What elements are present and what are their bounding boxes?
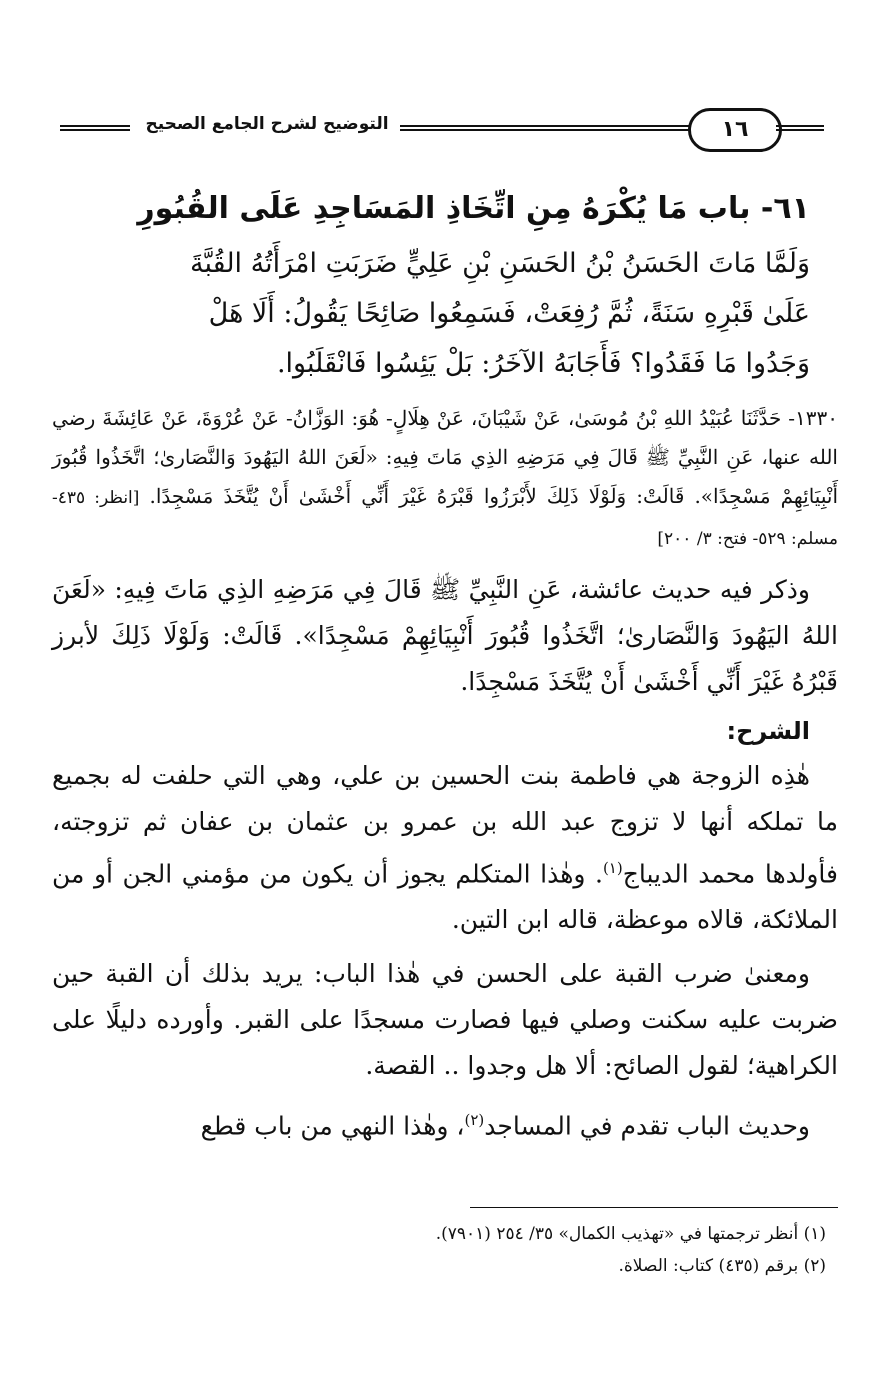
paragraph-4-text: وحديث الباب تقدم في المساجد [484, 1111, 810, 1141]
hadith-reference: [انظر: ٤٣٥- مسلم: ٥٢٩- فتح: ٣/ ٢٠٠] [52, 488, 838, 549]
paragraph-4-end: ، وهٰذا النهي من باب قطع [200, 1111, 465, 1141]
footnote-marker-2[interactable]: (٢) [464, 1111, 485, 1130]
running-header [60, 108, 790, 158]
paragraph-4 [52, 1097, 838, 1149]
sharh-heading: الشرح: [726, 717, 810, 745]
chapter-title: ٦١- باب مَا يُكْرَهُ مِنِ اتِّخَاذِ المَسَاجِدِ عَلَى القُبُورِ [137, 191, 810, 226]
paragraph-2-end: . وهٰذا المتكلم يجوز أن يكون من مؤمني الجن أو من الملائكة، قالاه موعظة، قاله ابن التين. [52, 859, 838, 935]
hadith-text [52, 399, 838, 559]
paragraph-3: ومعنىٰ ضرب القبة على الحسن في هٰذا الباب: يريد بذلك أن القبة حين ضربت عليه سكنت وصلي فيها فصارت مسجدًا على القبر. وأورده دليلًا على الكراهية؛ لقول الصائح: ألا هل وجدوا .. القصة. [52, 959, 838, 1081]
header-rule-middle [400, 125, 700, 131]
footnote-marker-1[interactable]: (١) [602, 859, 623, 877]
header-rule-right [776, 125, 824, 131]
quote-line: وَلَمَّا مَاتَ الحَسَنُ بْنُ الحَسَنِ بْنِ عَلِيٍّ ضَرَبَتِ امْرَأَتُهُ القُبَّةَ [190, 248, 810, 279]
tarjama-quote [52, 239, 838, 389]
footnote-separator [470, 1207, 838, 1208]
page-body [52, 175, 838, 1150]
paragraph-2-text: هٰذِه الزوجة هي فاطمة بنت الحسين بن علي، وهي التي حلفت له بجميع ما تملكه أنها لا تزوج عبد الله بن عمرو بن عثمان بن عفان ثم تزوجته، فأولدها محمد الديباج [52, 761, 839, 889]
quote-line: وَجَدُوا مَا فَقَدُوا؟ فَأَجَابَهُ الآخَرُ: بَلْ يَئِسُوا فَانْقَلَبُوا. [276, 348, 810, 379]
paragraph-1: وذكر فيه حديث عائشة، عَنِ النَّبِيِّ ﷺ قَالَ فِي مَرَضِهِ الذِي مَاتَ فِيهِ: «لَعَنَ اللهُ اليَهُودَ وَالنَّصَارىٰ؛ اتَّخَذُوا قُبُورَ أَنْبِيَائِهِمْ مَسْجِدًا». قَالَتْ: وَلَوْلَا ذَلِكَ لأبرز قَبْرُهُ غَيْرَ أَنِّي أَخْشَىٰ أَنْ يُتَّخَذَ مَسْجِدًا. [52, 575, 838, 696]
footnote-1: (١) أنظر ترجمتها في «تهذيب الكمال» ٣٥/ ٢٥٤ (٧٩٠١). [435, 1224, 826, 1244]
quote-line: عَلَىٰ قَبْرِهِ سَنَةً، ثُمَّ رُفِعَتْ، فَسَمِعُوا صَائِحًا يَقُولُ: أَلَا هَلْ [208, 298, 810, 329]
running-title: التوضيح لشرح الجامع الصحيح [145, 114, 389, 134]
hadith-body: ١٣٣٠- حَدَّثَنَا عُبَيْدُ اللهِ بْنُ مُوسَىٰ، عَنْ شَيْبَانَ، عَنْ هِلَالٍ- هُوَ: الوَزَّانُ- عَنْ عُرْوَةَ، عَنْ عَائِشَةَ رضي الله عنها، عَنِ النَّبِيِّ ﷺ قَالَ فِي مَرَضِهِ الذِي مَاتَ فِيهِ: «لَعَنَ اللهُ اليَهُودَ وَالنَّصَارىٰ؛ اتَّخَذُوا قُبُورَ أَنْبِيَائِهِمْ مَسْجِدًا». قَالَتْ: وَلَوْلَا ذَلِكَ لأَبْرَزُوا قَبْرَهُ غَيْرَ أَنِّي أَخْشَىٰ أَنْ يُتَّخَذَ مَسْجِدًا. [52, 406, 838, 508]
header-rule-left [60, 125, 130, 131]
footnote-2: (٢) برقم (٤٣٥) كتاب: الصلاة. [618, 1256, 826, 1276]
footnotes [52, 1218, 838, 1282]
paragraph-2 [52, 753, 838, 943]
page-number: ١٦ [688, 108, 782, 152]
